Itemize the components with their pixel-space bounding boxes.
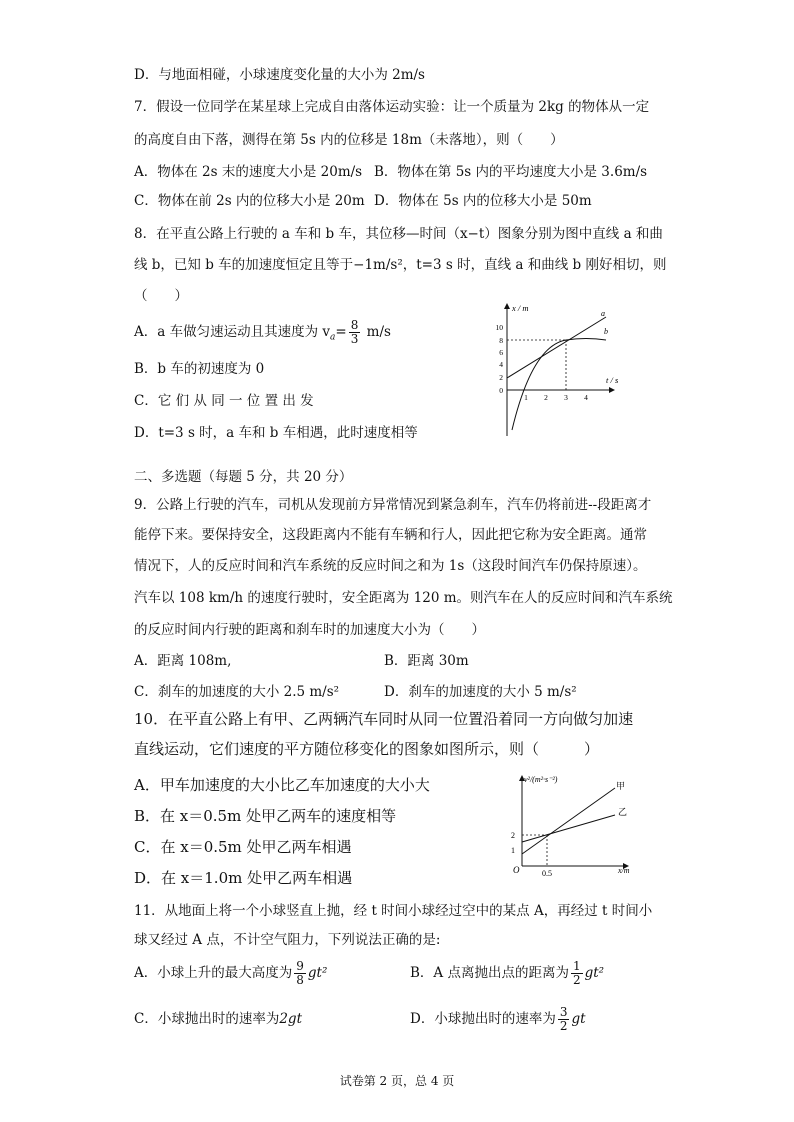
q8-option-a-text: A．a 车做匀速运动且其速度为 v (134, 324, 331, 340)
q10-line-yi (522, 815, 615, 842)
q9-stem-line-1: 9．公路上行驶的汽车，司机从发现前方异常情况到紧急刹车，汽车仍将前进--段距离才 (134, 497, 652, 513)
q8-label-b: b (604, 327, 608, 336)
q10-origin-label: O (513, 865, 520, 875)
q8-option-d: D．t=3 s 时，a 车和 b 车相遇，此时速度相等 (134, 425, 418, 441)
q11-option-b-fraction (571, 960, 583, 987)
q11-option-d (410, 1004, 586, 1034)
q9-option-d: D．刹车的加速度的大小 5 m/s² (384, 684, 577, 700)
q9-stem-line-4: 汽车以 108 km/h 的速度行驶时，安全距离为 120 m。则汽车在人的反应时间和汽车系统 (134, 590, 673, 606)
q11-option-b-expr: gt² (584, 965, 605, 981)
q8-y-axis-label: x / m (512, 303, 529, 313)
page-footer: 试卷第 2 页，总 4 页 (339, 1074, 455, 1088)
q11-option-d-expr: gt (571, 1011, 586, 1027)
q8-x-axis-label: t / s (606, 375, 619, 385)
q10-stem-line-2: 直线运动，它们速度的平方随位移变化的图象如图所示，则（ ） (134, 740, 600, 758)
q10-y-axis-label: v²/(m²·s⁻²) (524, 775, 558, 784)
q11-option-d-text: D．小球抛出时的速率为 (410, 1011, 556, 1027)
q8-ytick: 2 (499, 373, 503, 382)
q8-line-a (507, 317, 606, 378)
q8-xtick: 4 (584, 393, 588, 402)
q10-ytick: 2 (511, 831, 515, 840)
q8-option-a-sub: a (330, 332, 336, 343)
q10-option-b: B．在 x＝0.5m 处甲乙两车的速度相等 (134, 807, 397, 825)
q11-stem-line-2: 球又经过 A 点，不计空气阻力，下列说法正确的是: (134, 932, 441, 948)
q7-option-d: D．物体在 5s 内的位移大小是 50m (374, 193, 592, 209)
q11-stem-line-1: 11．从地面上将一个小球竖直上抛，经 t 时间小球经过空中的某点 A，再经过 t 时间小 (134, 903, 653, 919)
q8-xtick: 3 (564, 393, 568, 402)
q8-curve-b (512, 339, 606, 431)
fraction-denominator: 3 (350, 332, 359, 346)
q11-option-b-text: B．A 点离抛出点的距离为 (410, 965, 569, 981)
q10-label-yi: 乙 (618, 807, 628, 817)
q11-option-c-expr: 2gt (279, 1011, 302, 1027)
q8-stem-line-2: 线 b，已知 b 车的加速度恒定且等于−1m/s²，t=3 s 时，直线 a 和曲线 b 刚好相切，则 (134, 257, 667, 273)
q8-ytick: 4 (499, 360, 503, 369)
q11-option-c-text: C．小球抛出时的速率为 (134, 1011, 280, 1027)
q11-option-b (410, 958, 604, 988)
q7-option-b: B．物体在第 5s 内的平均速度大小是 3.6m/s (374, 164, 648, 180)
q10-line-jia (522, 788, 615, 854)
q6-option-d: D．与地面相碰，小球速度变化量的大小为 2m/s (134, 67, 425, 83)
fraction-numerator: 8 (350, 318, 359, 332)
q10-option-c: C．在 x＝0.5m 处甲乙两车相遇 (134, 838, 352, 856)
q8-option-a (134, 318, 391, 352)
q11-option-c (134, 1004, 302, 1034)
q8-ytick: 10 (495, 323, 503, 332)
q10-label-jia: 甲 (616, 781, 626, 791)
fraction-denominator: 8 (296, 973, 304, 987)
q8-ytick: 8 (499, 336, 503, 345)
q10-stem-line-1: 10．在平直公路上有甲、乙两辆汽车同时从同一位置沿着同一方向做匀加速 (134, 710, 634, 728)
q8-option-a-eq: = (335, 324, 347, 340)
q11-option-a-expr: gt² (307, 965, 328, 981)
fraction-denominator: 2 (559, 1019, 568, 1033)
q9-option-a: A．距离 108m, (134, 653, 232, 669)
fraction-denominator: 2 (572, 973, 581, 987)
q9-stem-line-5: 的反应时间内行驶的距离和刹车时的加速度大小为（ ） (134, 622, 485, 638)
fraction-numerator: 1 (572, 959, 581, 973)
q8-stem-line-3: （ ） (134, 288, 188, 304)
q8-xtick: 1 (524, 393, 528, 402)
q8-option-b: B．b 车的初速度为 0 (134, 361, 265, 377)
q8-ytick: 6 (499, 348, 503, 357)
q7-option-c: C．物体在前 2s 内的位移大小是 20m (134, 193, 365, 209)
q8-xt-graph (490, 298, 620, 440)
q7-stem-line-1: 7．假设一位同学在某星球上完成自由落体运动实验：让一个质量为 2kg 的物体从一定 (134, 99, 650, 115)
q11-option-a (134, 958, 327, 988)
q8-ytick: 0 (499, 386, 503, 395)
q10-x-axis-label: x/m (618, 866, 630, 875)
q10-ytick: 1 (511, 846, 515, 855)
q8-label-a: a (601, 309, 605, 318)
q8-stem-line-1: 8．在平直公路上行驶的 a 车和 b 车，其位移—时间（x−t）图象分别为图中直线 a 和曲 (134, 226, 663, 242)
q10-option-a: A．甲车加速度的大小比乙车加速度的大小大 (134, 776, 430, 794)
fraction-numerator: 3 (559, 1005, 568, 1019)
q8-x-ticks (524, 393, 588, 402)
q8-xtick: 2 (544, 393, 548, 402)
q8-option-c: C．它 们 从 同 一 位 置 出 发 (134, 393, 314, 409)
q10-option-d: D．在 x＝1.0m 处甲乙两车相遇 (134, 869, 353, 887)
q8-option-a-fraction (349, 319, 361, 346)
q10-v2x-graph (500, 770, 640, 880)
q9-stem-line-3: 情况下，人的反应时间和汽车系统的反应时间之和为 1s（这段时间汽车仍保持原速）。 (134, 558, 647, 574)
q10-xtick: 0.5 (542, 869, 552, 878)
q8-y-ticks (496, 323, 504, 395)
q11-option-d-fraction (558, 1006, 570, 1033)
fraction-numerator: 9 (296, 959, 304, 973)
q9-stem-line-2: 能停下来。要保持安全，这段距离内不能有车辆和行人，因此把它称为安全距离。通常 (134, 527, 647, 543)
q11-option-a-text: A．小球上升的最大高度为 (134, 965, 293, 981)
q11-option-a-fraction (294, 960, 306, 987)
q9-option-c: C．刹车的加速度的大小 2.5 m/s² (134, 684, 340, 700)
q7-stem-line-2: 的高度自由下落，测得在第 5s 内的位移是 18m（未落地），则（ ） (134, 132, 564, 148)
q9-option-b: B．距离 30m (384, 653, 469, 669)
q8-option-a-unit: m/s (366, 324, 391, 340)
section-2-title: 二、多选题（每题 5 分，共 20 分） (134, 469, 353, 485)
q7-option-a: A．物体在 2s 末的速度大小是 20m/s (134, 164, 363, 180)
